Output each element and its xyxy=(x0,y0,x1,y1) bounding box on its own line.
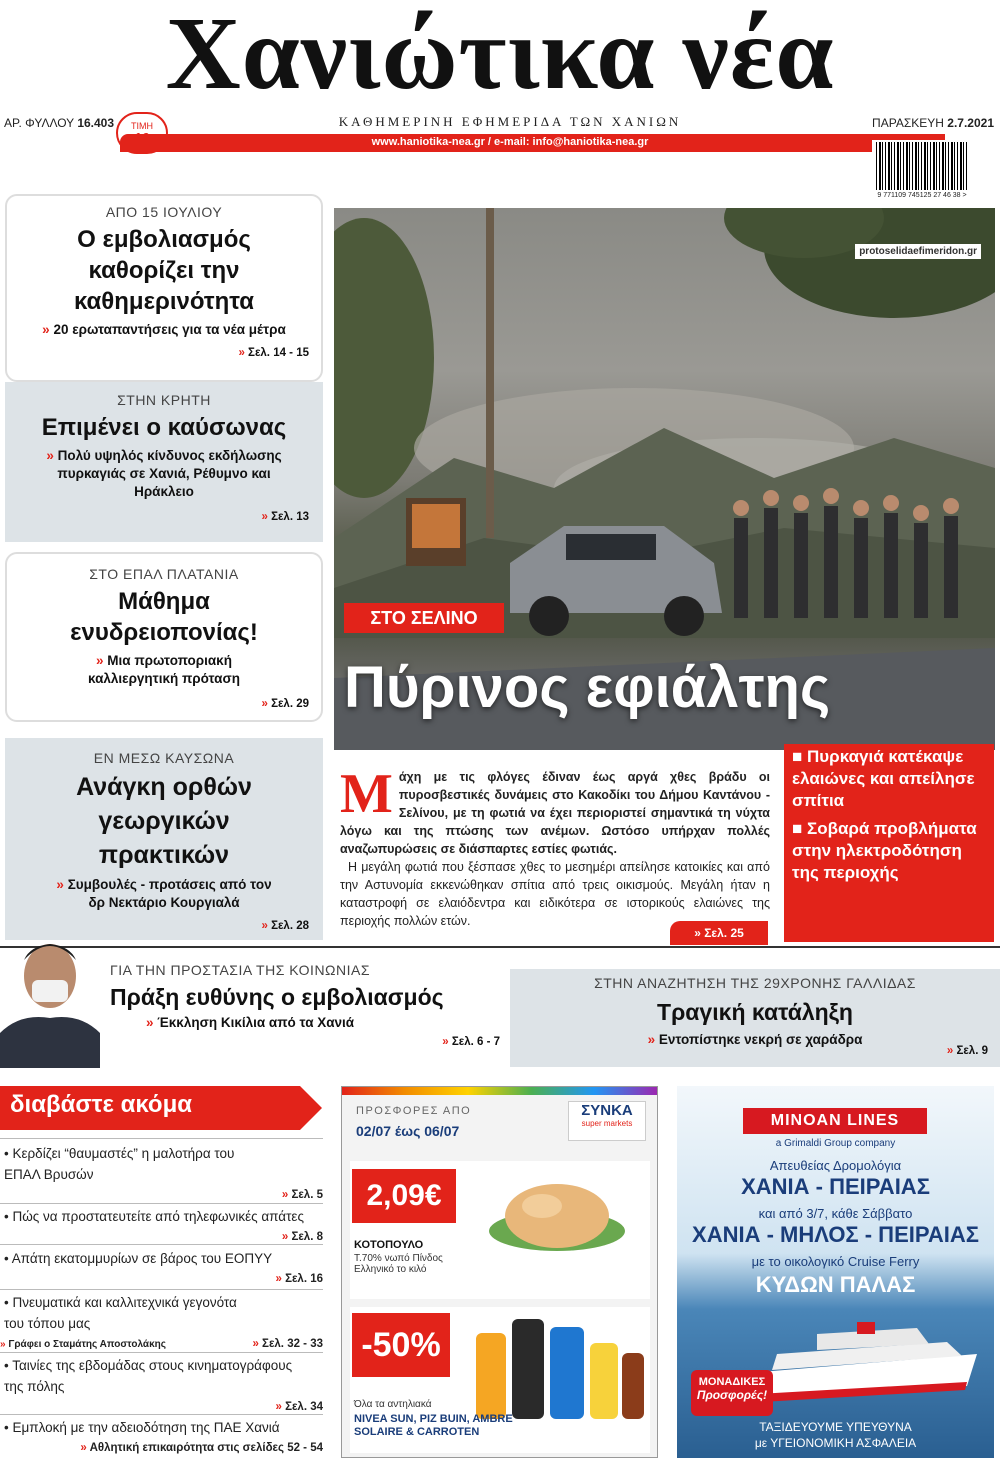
list-divider xyxy=(0,1352,323,1353)
ad-synka[interactable] xyxy=(341,1086,658,1458)
read-more-item[interactable]: • Κερδίζει “θαυμαστές” η μαλοτήρα του ΕΠΑΛ Βρυσών » Σελ. 5 xyxy=(4,1146,323,1201)
minoan-route-1: ΧΑΝΙΑ - ΠΕΙΡΑΙΑΣ xyxy=(741,1174,930,1199)
story-box-agriculture[interactable] xyxy=(5,738,323,940)
read-more-header xyxy=(0,1086,330,1130)
list-divider xyxy=(0,1289,323,1290)
ad-product: ΚΟΤΟΠΟΥΛΟ xyxy=(354,1239,424,1251)
story-kicker: ΣΤΟ ΕΠΑΛ ΠΛΑΤΑΝΙΑ xyxy=(89,566,239,582)
ad-product-desc: Τ.70% νωπό Πίνδος Ελληνικό το κιλό xyxy=(354,1253,443,1275)
photo-watermark: protoselidaefimeridon.gr xyxy=(855,244,981,259)
bullet-item: ■ Σοβαρά προβλήματα στην ηλεκτροδότηση της περιοχής xyxy=(792,819,977,882)
story-headline[interactable]: Μάθημα ενυδρειοπονίας! xyxy=(70,588,258,646)
story-kicker: ΣΤΗΝ ΚΡΗΤΗ xyxy=(117,392,211,408)
minoan-middle: και από 3/7, κάθε Σάββατο xyxy=(758,1206,913,1221)
sunscreen-bottles-icon xyxy=(466,1313,646,1423)
ad-discount: -50% xyxy=(352,1313,450,1377)
read-more-title: διαβάστε ακόμα xyxy=(10,1091,193,1118)
list-divider xyxy=(0,1414,323,1415)
story-headline[interactable]: Επιμένει ο καύσωνας xyxy=(41,414,287,441)
story-page-ref[interactable]: » Σελ. 29 xyxy=(261,698,309,710)
story-sub: » Έκκληση Κικίλια από τα Χανιά xyxy=(146,1015,355,1030)
issue-info xyxy=(4,116,114,130)
story-headline[interactable]: Πράξη ευθύνης ο εμβολιασμός xyxy=(110,984,444,1010)
story-sub: » Εντοπίστηκε νεκρή σε χαράδρα xyxy=(647,1032,863,1047)
issue-number: 16.403 xyxy=(77,116,115,130)
chicken-icon xyxy=(482,1171,632,1261)
story-kicker: ΑΠΟ 15 ΙΟΥΛΙΟΥ xyxy=(105,204,223,220)
story-headline[interactable]: Τραγική κατάληξη xyxy=(657,999,853,1025)
article-bullets-panel xyxy=(784,744,994,942)
minoan-badge: ΜΟΝΑΔΙΚΕΣ Προσφορές! xyxy=(691,1370,773,1416)
read-more-note: » Γράφει ο Σταμάτης Αποστολάκης xyxy=(0,1339,166,1350)
synka-logo: ΣΥΝΚΑ super markets xyxy=(568,1101,646,1141)
story-kicker: ΕΝ ΜΕΣΩ ΚΑΥΣΩΝΑ xyxy=(93,750,235,766)
politician-illustration xyxy=(0,918,100,1068)
minoan-ship-name: ΚΥΔΩΝ ΠΑΛΑΣ xyxy=(755,1272,916,1297)
minoan-footer-1: ΤΑΞΙΔΕΥΟΥΜΕ ΥΠΕΥΘΥΝΑ xyxy=(759,1420,912,1434)
story-sub: » Μια πρωτοποριακή καλλιεργητική πρόταση xyxy=(88,653,240,686)
read-more-item[interactable]: • Πνευματικά και καλλιτεχνικά γεγονότα του τόπου μας » Γράφει ο Σταμάτης Αποστολάκης » Σελ. 32 - 33 xyxy=(0,1292,323,1355)
date-value: 2.7.2021 xyxy=(947,116,994,130)
ad-minoan-lines[interactable] xyxy=(677,1086,994,1458)
section-divider xyxy=(0,946,1000,948)
story-sub: » 20 ερωταπαντήσεις για τα νέα μέτρα xyxy=(42,322,286,337)
ad-discount-brands: NIVEA SUN, PIZ BUIN, AMBRE SOLAIRE & CARROTEN xyxy=(354,1413,513,1438)
read-more-item[interactable]: • Απάτη εκατομμυρίων σε βάρος του ΕΟΠΥΥ » Σελ. 16 xyxy=(4,1251,323,1285)
story-page-ref[interactable]: » Σελ. 28 xyxy=(261,920,309,932)
story-headline[interactable]: Ο εμβολιασμός καθορίζει την καθημερινότητα xyxy=(73,226,255,315)
barcode-lines xyxy=(876,142,968,190)
politician-photo xyxy=(0,918,100,1068)
minoan-logo: MINOAN LINES xyxy=(743,1108,927,1134)
ad-price: 2,09€ xyxy=(352,1169,456,1223)
story-sub: » Συμβουλές - προτάσεις από τον δρ Νεκτάριο Κουργιαλά xyxy=(56,877,272,910)
article-body: Η μεγάλη φωτιά που ξέσπασε χθες το μεσημέρι απείλησε κατοικίες και από την Αστυνομία εκκενώθηκαν σπίτια από τρεις οικισμούς. Μεγάλη ήταν η καταστροφή σε ελαιόδεντρα και ειδικότερα σε ιστορικούς ελαιώνες της περιοχής πολλών ετών. xyxy=(340,860,770,928)
list-divider xyxy=(0,1203,323,1204)
minoan-cruise: με το οικολογικό Cruise Ferry xyxy=(751,1254,920,1269)
story-page-ref[interactable]: » Σελ. 6 - 7 xyxy=(442,1036,500,1048)
minoan-intro: Απευθείας Δρομολόγια xyxy=(769,1158,902,1173)
story-box-heatwave[interactable] xyxy=(5,382,323,542)
story-kicker: ΣΤΗΝ ΑΝΑΖΗΤΗΣΗ ΤΗΣ 29ΧΡΟΝΗΣ ΓΑΛΛΙΔΑΣ xyxy=(594,975,916,991)
masthead-title[interactable]: Χανιώτικα νέα xyxy=(165,0,835,111)
photo-kicker: ΣΤΟ ΣΕΛΙΝΟ xyxy=(344,603,504,633)
price-label: ΤΙΜΗ xyxy=(131,121,153,131)
ad-dates: 02/07 έως 06/07 xyxy=(356,1123,460,1139)
story-page-ref[interactable]: » Σελ. 9 xyxy=(946,1045,988,1057)
article-dropcap: Μ xyxy=(340,763,393,825)
issue-label: ΑΡ. ΦΥΛΛΟΥ xyxy=(4,116,74,130)
minoan-route-2: ΧΑΝΙΑ - ΜΗΛΟΣ - ΠΕΙΡΑΙΑΣ xyxy=(692,1222,979,1247)
ad-offers-label: ΠΡΟΣΦΟΡΕΣ ΑΠΟ xyxy=(356,1105,472,1117)
main-headline[interactable]: Πύρινος εφιάλτης xyxy=(344,655,831,720)
story-page-ref[interactable]: » Σελ. 13 xyxy=(261,511,309,523)
web-contact-link[interactable]: www.haniotika-nea.gr / e-mail: info@haniotika-nea.gr xyxy=(371,136,649,148)
read-more-item[interactable]: • Πώς να προστατευτείτε από τηλεφωνικές απάτες » Σελ. 8 xyxy=(4,1209,323,1243)
tagline: ΚΑΘΗΜΕΡΙΝΗ ΕΦΗΜΕΡΙΔΑ ΤΩΝ ΧΑΝΙΩΝ xyxy=(338,114,682,129)
story-box-vaccination[interactable] xyxy=(5,194,323,382)
article-page-ref[interactable]: » Σελ. 25 xyxy=(670,921,768,945)
issue-date xyxy=(800,116,994,130)
list-divider xyxy=(0,1244,323,1245)
list-divider xyxy=(0,1138,323,1139)
ad-discount-desc: Όλα τα αντηλιακά xyxy=(354,1399,432,1410)
read-more-item[interactable]: • Ταινίες της εβδομάδας στους κινηματογράφους της πόλης » Σελ. 34 xyxy=(4,1358,323,1413)
barcode xyxy=(872,140,972,206)
lead-article xyxy=(340,763,770,930)
story-headline[interactable]: Ανάγκη ορθών γεωργικών πρακτικών xyxy=(76,773,252,869)
story-vaccination-responsibility[interactable] xyxy=(110,962,500,1048)
story-page-ref[interactable]: » Σελ. 14 - 15 xyxy=(238,347,309,359)
day-label: ΠΑΡΑΣΚΕΥΗ xyxy=(872,116,944,130)
minoan-footer-2: με ΥΓΕΙΟΝΟΜΙΚΗ ΑΣΦΑΛΕΙΑ xyxy=(754,1436,917,1450)
story-kicker: ΓΙΑ ΤΗΝ ΠΡΟΣΤΑΣΙΑ ΤΗΣ ΚΟΙΝΩΝΙΑΣ xyxy=(110,962,371,978)
story-box-aquaponics[interactable] xyxy=(5,552,323,722)
minoan-group: a Grimaldi Group company xyxy=(775,1138,896,1149)
bullet-item: ■ Πυρκαγιά κατέκαψε ελαιώνες και απείλησε σπίτια xyxy=(792,747,975,810)
story-tragic-ending[interactable] xyxy=(510,969,1000,1067)
article-lead: άχη με τις φλόγες έδιναν έως αργά χθες βράδυ οι πυροσβεστικές δυνάμεις στο Κακοδίκι του Δήμου Καντάνου - Σελίνου, με τη φωτιά να έχει περιοριστεί σημαντικά τη νύχτα λόγω και της πτώσης των ανέμων. Ωστόσο υπήρχαν πολλές αναζωπυρώσεις σε διάσπαρτες εστίες φωτιάς. xyxy=(340,770,770,856)
barcode-digits: 9 771109 745125 27 46 38 > xyxy=(877,192,967,199)
read-more-item[interactable]: • Εμπλοκή με την αδειοδότηση της ΠΑΕ Χανιά » Αθλητική επικαιρότητα στις σελίδες 52 - 54 xyxy=(4,1420,323,1454)
story-sub: » Πολύ υψηλός κίνδυνος εκδήλωσης πυρκαγιάς σε Χανιά, Ρέθυμνο και Ηράκλειο xyxy=(46,448,282,499)
